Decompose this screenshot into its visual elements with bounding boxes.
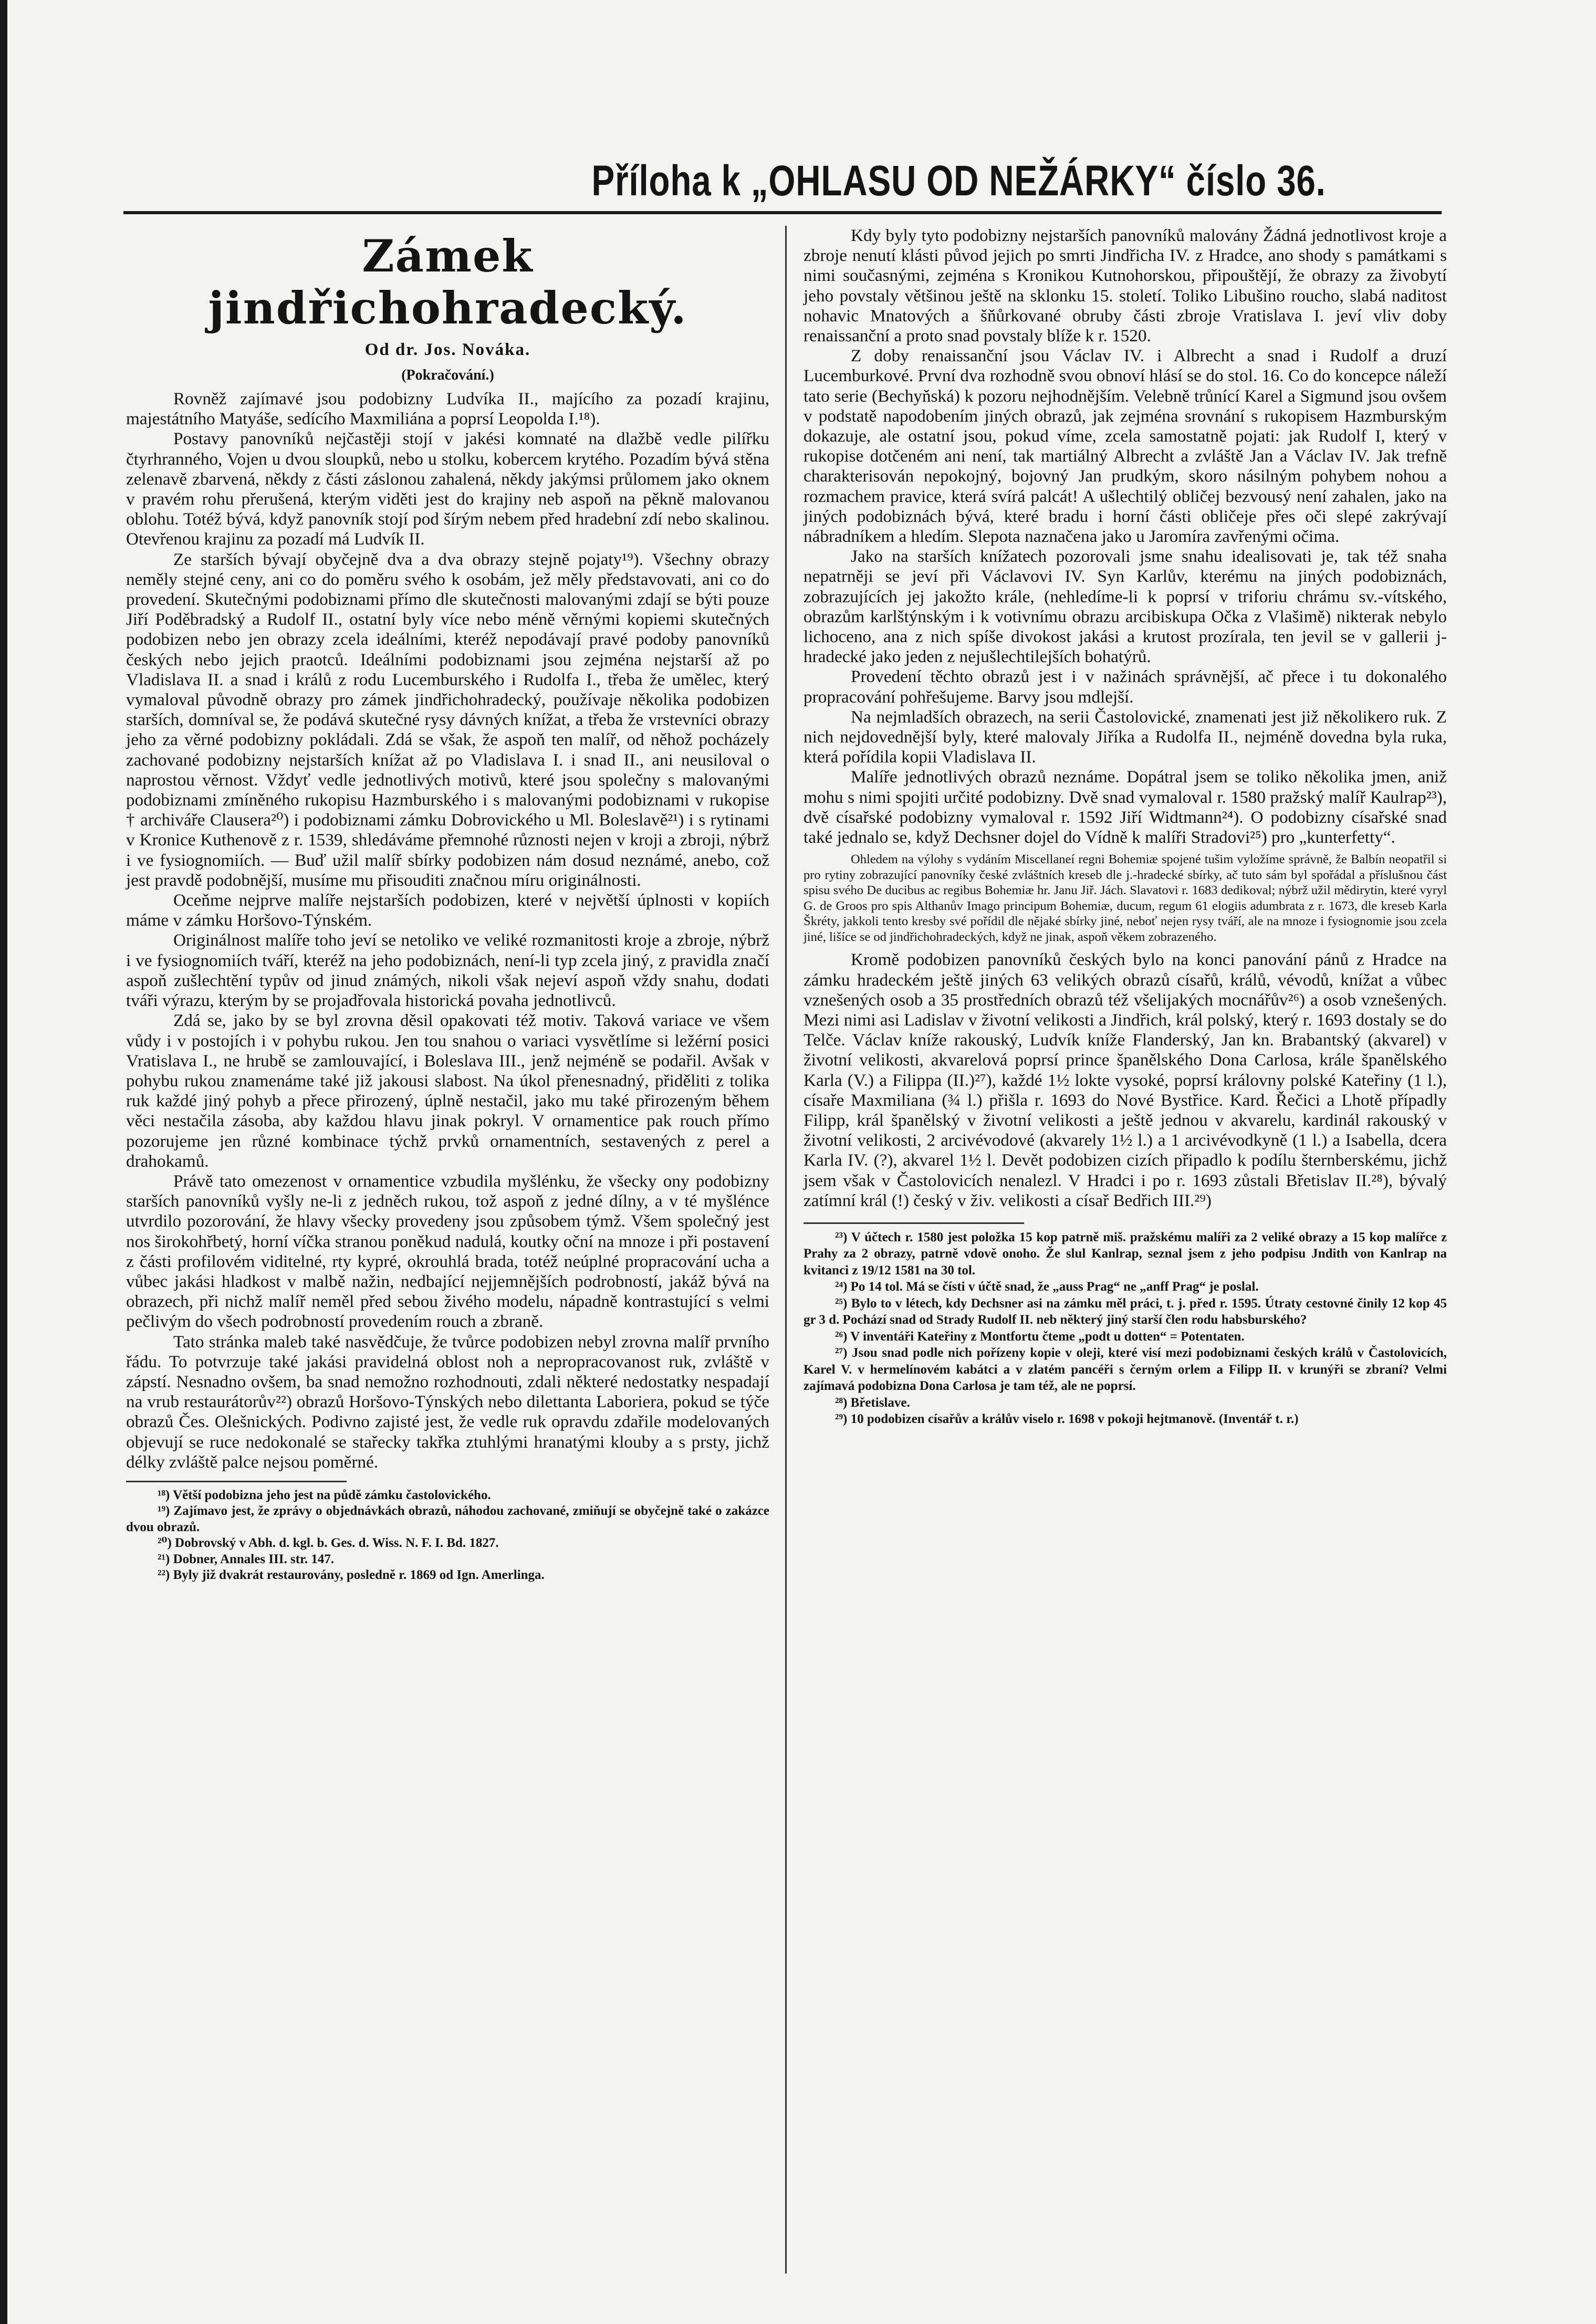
- paragraph: Originálnost malíře toho jeví se netoliko ve veliké rozmanitosti kroje a zbroje, nýbrž i ve fysiognomiích tváří, kteréž na jeho podobiznách, není-li typ zcela jiný, z pravidla značí aspoň zušlechtění typův od jinud známých, nikoli však nejeví aspoň vždy snahu, dodati tváři výrazu, kterým by se projadřovala historická povaha jednotlivců.: [126, 930, 769, 1011]
- right-footnotes: [804, 1229, 1447, 1428]
- footnote: ¹⁸) Větší podobizna jeho jest na půdě zámku častolovického.: [158, 1488, 491, 1502]
- footnote: ²²) Byly již dvakrát restaurovány, posledně r. 1869 od Ign. Amerlinga.: [158, 1568, 545, 1583]
- footnote-rule: [126, 1481, 347, 1488]
- article-title: Zámek jindřichohradecký.: [208, 230, 687, 334]
- footnote: ²⁷) Jsou snad podle nich pořízeny kopie v oleji, které visí mezi podobiznami českých králů v Častolovicích, Karel V. v hermelínovém kabátci a v zlatém pancéři s černým orlem a Filipp II. v krunýři se zbraní? Velmi zajímavá podobizna Dona Carlosa je tam též, ale ne poprsí.: [804, 1346, 1447, 1394]
- paragraph: Právě tato omezenost v ornamentice vzbudila myšlénku, že všecky ony podobizny starších panovníků vyšly ne-li z jedněch rukou, tož aspoň z jedné dílny, a v té myšlénce utvrdilo pozorování, že hlavy všecky provedeny jsou způsobem týmž. Všem společný jest nos širokohřbetý, horní víčka stranou poněkud nadulá, koutky oční na mnoze i při postavení z části profilovém viditelné, rty kypré, okrouhlá brada, totéž neúplné propracování ucha a vůbec jakási hladkost v malbě nažin, nedbající nejjemnějších podrobností, jakáž bývá na obrazech, při nichž malíř neměl před sebou živého modelu, nápadně kontrastující s velmi pečlivým do všech podrobností provedením rouch a zbraně.: [126, 1171, 769, 1332]
- article-author: Od dr. Jos. Nováka.: [364, 340, 531, 359]
- footnote: ²⁰) Dobrovský v Abh. d. kgl. b. Ges. d. Wiss. N. F. I. Bd. 1827.: [158, 1536, 499, 1551]
- footnote: ²⁵) Bylo to v létech, kdy Dechsner asi na zámku měl práci, t. j. před r. 1595. Útraty cestovné činily 12 kop 45 gr 3 d. Pochází snad od Strady Rudolf II. neb některý jiný starší člen rodu habsburského?: [804, 1296, 1447, 1327]
- column-divider: [785, 226, 787, 2274]
- footnote: ²¹) Dobner, Annales III. str. 147.: [158, 1552, 335, 1566]
- footnote: ²⁹) 10 podobizen císařův a králův viselo r. 1698 v pokoji hejtmanově. (Inventář t. r.): [835, 1412, 1299, 1427]
- footnote: ²⁴) Po 14 tol. Má se čísti v účtě snad, že „auss Prag“ ne „anff Prag“ je poslal.: [835, 1280, 1259, 1294]
- footnote: ²³) V účtech r. 1580 jest položka 15 kop patrně miš. pražskému malíři za 2 veliké obrazy a 15 kop malířce z Prahy za 2 obrazy, patrně vdově onoho. Že slul Kanlrap, seznal jsem z jeho podpisu Jndith von Kanlrap na kvitanci z 19/12 1581 na 30 tol.: [804, 1230, 1447, 1278]
- paragraph: Tato stránka maleb také nasvědčuje, že tvůrce podobizen nebyl zrovna malíř prvního řádu. To potvrzuje také jakási pravidelná oblost noh a nepropracovanost ruk, zvláště v zápstí. Nesnadno ovšem, ba snad nemožno rozhodnouti, zdali některé nedostatky nespadají na vrub restaurátorův²²) obrazů Horšovo-Týnských nebo dilettanta Laboriera, pokud se týče obrazů Čes. Olešnických. Podivno zajisté jest, že vedle ruk opravdu zdařile modelovaných objevují se ruce nedokonalé se stařecky takřka ztuhlými hranatými klouby a s prsty, jichž délky zvláště palce nejsou poměrné.: [126, 1332, 769, 1472]
- left-footnotes: [126, 1488, 769, 1584]
- paragraph: Rovněž zajímavé jsou podobizny Ludvíka II., majícího za pozadí krajinu, majestátního Matyáše, sedícího Maxmiliána a poprsí Leopolda I.¹⁸).: [126, 389, 769, 429]
- paragraph: Postavy panovníků nejčastěji stojí v jakési komnaté na dlažbě vedle pilířku čtyrhranného, Vojen u dvou sloupků, nebo u stolku, kobercem krytého. Pozadím bývá stěna zelenavě zbarvená, někdy z části záslonou zahalená, někdy jakýmsi průlomem jako oknem v pravém rohu přerušená, kterým viděti jest do krajiny neb aspoň na pěkně malovanou oblohu. Totéž bývá, když panovník stojí pod šírým nebem před hradební zdí nebo skalinou. Otevřenou krajinu za pozadí má Ludvík II.: [126, 429, 769, 549]
- header-title: Příloha k „OHLASU OD NEŽÁRKY“ číslo 36.: [591, 157, 1326, 205]
- paragraph: Ze starších bývají obyčejně dva a dva obrazy stejně pojaty¹⁹). Všechny obrazy neměly stejné ceny, ani co do poměru svého k osobám, jež měly představovati, ani co do provedení. Skutečnými podobiznami přímo dle skutečnosti malovanými zdají se býti pouze Jiří Poděbradský a Rudolf II., ostatní byly více nebo méně věrnými kopiemi skutečných podobizen nebo jen obrazy zcela ideálními, kteréž nepodávají pravé podoby panovníků českých nebo jejich praotců. Ideálními podobiznami jsou zejména nejstarší až po Vladislava II. a snad i králů z rodu Lucemburského i Rudolfa I., třeba že umělec, který vymaloval původně obrazy pro zámek jindřichohradecký, používaje několika podobizen starších, domníval se, že podává skutečné rysy dávných knížat, a třeba že vrstevníci obrazy jeho za věrné podobizny pokládali. Zdá se však, že aspoň ten malíř, od něhož pocházely zachované podobizny nejstarších knížat až po Vladislava I. i snad II., ani neusiloval o naprostou věrnost. Vždyť vedle jednotlivých motivů, které jsou společny s malovanými podobiznami zmíněného rukopisu Hazmburského i s malovanými podobiznami v rukopise † archiváře Clausera²⁰) i podobiznami zámku Dobrovického u Ml. Boleslavě²¹) i s rytinami v Kronice Kuthenově z r. 1539, shledáváme přemnohé různosti nejen v kroji a zbroji, nýbrž i ve fysiognomiích. — Buď užil malíř sbírky podobizen nám dosud neznámé, anebo, což jest pravdě podobnější, musíme mu přisouditi značnou míru originálnosti.: [126, 549, 769, 890]
- paragraph: Kdy byly tyto podobizny nejstarších panovníků malovány Žádná jednotlivost kroje a zbroje nenutí klásti původ jejich po smrti Jindřicha IV. z Hradce, ano shody s památkami s nimi současnými, zejména s Kronikou Kutnohorskou, připouštějí, že obrazy za živobytí jeho povstaly většinou ještě na sklonku 15. století. Toliko Libušino roucho, slabá naditost nohavic Mnatových a šňůrkované obruby části zbroje Vratislava I. jeví vliv doby renaissanční a proto snad povstaly blíže k r. 1520.: [804, 226, 1447, 346]
- footnote-rule: [804, 1222, 1024, 1224]
- page-header: [123, 153, 1442, 214]
- paragraph: Jako na starších knížatech pozorovali jsme snahu idealisovati je, tak též snaha nepatrněji se jeví při Václavovi IV. Syn Karlův, kterému na jiných podobiznách, zobrazujících jej jakožto krále, (nehledíme-li k poprsí v triforiu chrámu sv.-vítského, obrazům karlštýnským i k votivnímu obrazu arcibiskupa Očka z Vlašimě) nikterak nebylo lichoceno, ana z nich spíše divokost jakási a krutost prozírala, ten jevil se v gallerii j-hradecké jako jeden z nejušlechtilejších bohatýrů.: [804, 547, 1447, 667]
- paragraph: Provedení těchto obrazů jest i v nažinách správnější, ač přece i tu dokonalého propracování pohřešujeme. Barvy jsou mdlejší.: [804, 667, 1447, 707]
- left-column: [126, 226, 769, 1584]
- page-edge: [0, 0, 7, 2324]
- paragraph: Na nejmladších obrazech, na serii Častolovické, znamenati jest již několikero ruk. Z nich nejdovednější byly, které malovaly Jiříka a Rudolfa II., nejméně dovedna byla ruka, která pořídila kopii Vladislava II.: [804, 707, 1447, 767]
- paragraph: Oceňme nejprve malíře nejstarších podobizen, které v největší úplnosti v kopiích máme v zámku Horšovo-Týnském.: [126, 891, 769, 930]
- right-column: [804, 226, 1447, 1428]
- footnote: ²⁸) Břetislave.: [835, 1395, 910, 1410]
- paragraph: Kromě podobizen panovníků českých bylo na konci panování pánů z Hradce na zámku hradeckém ještě jiných 63 velikých obrazů císařů, králů, vévodů, knížat a vůbec vznešených osob a 35 prostředních obrazů též všelijakých mocnářův²⁶) a osob vznešených. Mezi nimi asi Ladislav v životní velikosti a Jindřich, král polský, který r. 1693 dostaly se do Telče. Václav kníže rakouský, Ludvík kníže Flanderský, Jan kn. Brabantský (akvarel) v životní velikosti, akvarelová poprsí prince španělského Dona Carlosa, krále španělského Karla (V.) a Filippa (II.)²⁷), každé 1½ lokte vysoké, poprsí královny polské Kateřiny (1 l.), císaře Maxmiliana (¾ l.) přišla r. 1693 do Nové Bystřice. Kard. Řečici a Lhotě případly Filipp, král španělský v životní velikosti a ještě jednou v akvarelu, kardinál rakouský v životní velikosti, 2 arcivévodové (akvarely 1½ l.) a 1 arcivévodkyně (1 l.) a Isabella, dcera Karla IV. (?), akvarel 1½ l. Devět podobizen cizích připadlo k podílu šternberskému, jichž jsem však v Častolovicích nenalezl. V Hradci i po r. 1693 zůstali Břetislav II.²⁸), bývalý zatímní král (!) český v živ. velikosti a císař Bedřich III.²⁹): [804, 950, 1447, 1210]
- small-print-note: Ohledem na výlohy s vydáním Miscellaneí regni Bohemiæ spojené tušim vyložíme správně, že Balbín neopatřil si pro rytiny zobrazující panovníky české zvláštních kreseb dle j.-hradecké sbírky, ač tuto sám byl spořádal a příslušnou část spisu svého De ducibus ac regibus Bohemiæ hr. Janu Jiř. Jách. Slavatovi r. 1683 dedikoval; nýbrž užil mědirytin, které vyryl G. de Groos pro spis Althanův Imago principum Bohemiæ, ducum, regum 61 elogiis adumbrata z r. 1673, dle kreseb Karla Škréty, jakkoli tento kresby své pořídil dle nějaké sbírky jiné, neboť nejen rysy tváří, ale na mnoze i fysiognomie jsou zcela jiné, lišíce se od jindřichohradeckých, když ne jinak, aspoň věkem zobrazeného.: [804, 852, 1447, 944]
- paragraph: Z doby renaissanční jsou Václav IV. i Albrecht a snad i Rudolf a druzí Lucemburkové. První dva rozhodně svou obnoví hlásí se do stol. 16. Co do koncepce náleží tato serie (Bechyňská) k pozoru nejhodnějším. Velebně trůnící Karel a Sigmund jsou ovšem v podstatě napodobením jiných obrazů, jak zejména srovnání s rukopisem Hazmburským dokazuje, ale ostatní jsou, pokud víme, zcela samostatně pojati: jak Rudolf I, který v rukopise dotčeném ani není, tak martiálný Albrecht a zvláště Jan a Václav IV. Jak trefně charakterisován nepokojný, bojovný Jan prudkým, skoro násilným pohybem nohou a rozmachem pravice, která svírá palcát! A ušlechtilý obličej bezvousý není zahalen, jako na jiných podobiznách bývá, které bradu i horní části obličeje přes oči slepé zakrývají nábradníkem a hledím. Slepota naznačena jako u Jaromíra zavřenými očima.: [804, 346, 1447, 547]
- continuation-note: (Pokračování.): [401, 367, 494, 383]
- footnote: ¹⁹) Zajímavo jest, že zprávy o objednávkách obrazů, náhodou zachované, zmiňují se obyčejně také o zakázce dvou obrazů.: [126, 1504, 769, 1534]
- footnote: ²⁶) V inventáři Kateřiny z Montfortu čteme „podt u dotten“ = Potentaten.: [835, 1329, 1245, 1344]
- paragraph: Malíře jednotlivých obrazů neznáme. Dopátral jsem se toliko několika jmen, aniž mohu s nimi spojiti určité podobizny. Dvě snad vymaloval r. 1580 pražský malíř Kaulrap²³), dvě císařské podobizny vymaloval r. 1592 Jiří Widtmann²⁴). O podobizny císařské snad také jednalo se, když Dechsner dojel do Vídně k malíři Stradovi²⁵) pro „kunterfetty“.: [804, 767, 1447, 847]
- paragraph: Zdá se, jako by se byl zrovna děsil opakovati též motiv. Taková variace ve všem vůdy i v postojích i v pohybu rukou. Jen tou snahou o variaci vysvětlíme si ležérní posici Vratislava I., ne hrubě se zamlouvající, i Boleslava III., jenž nejméně se podařil. Avšak v pohybu rukou znamenáme také již jakousi slabost. Na úkol přenesnadný, přiděliti z tolika ruk každé jiný pohyb a přece přirozený, úplně nestačil, jako mu také přirozeným během věci nestačila zásoba, aby každou hlavu jinak pokryl. V ornamentice pak rouch přímo pozorujeme jen různé kombinace týchž prvků ornamentních, sestavených z perel a drahokamů.: [126, 1011, 769, 1171]
